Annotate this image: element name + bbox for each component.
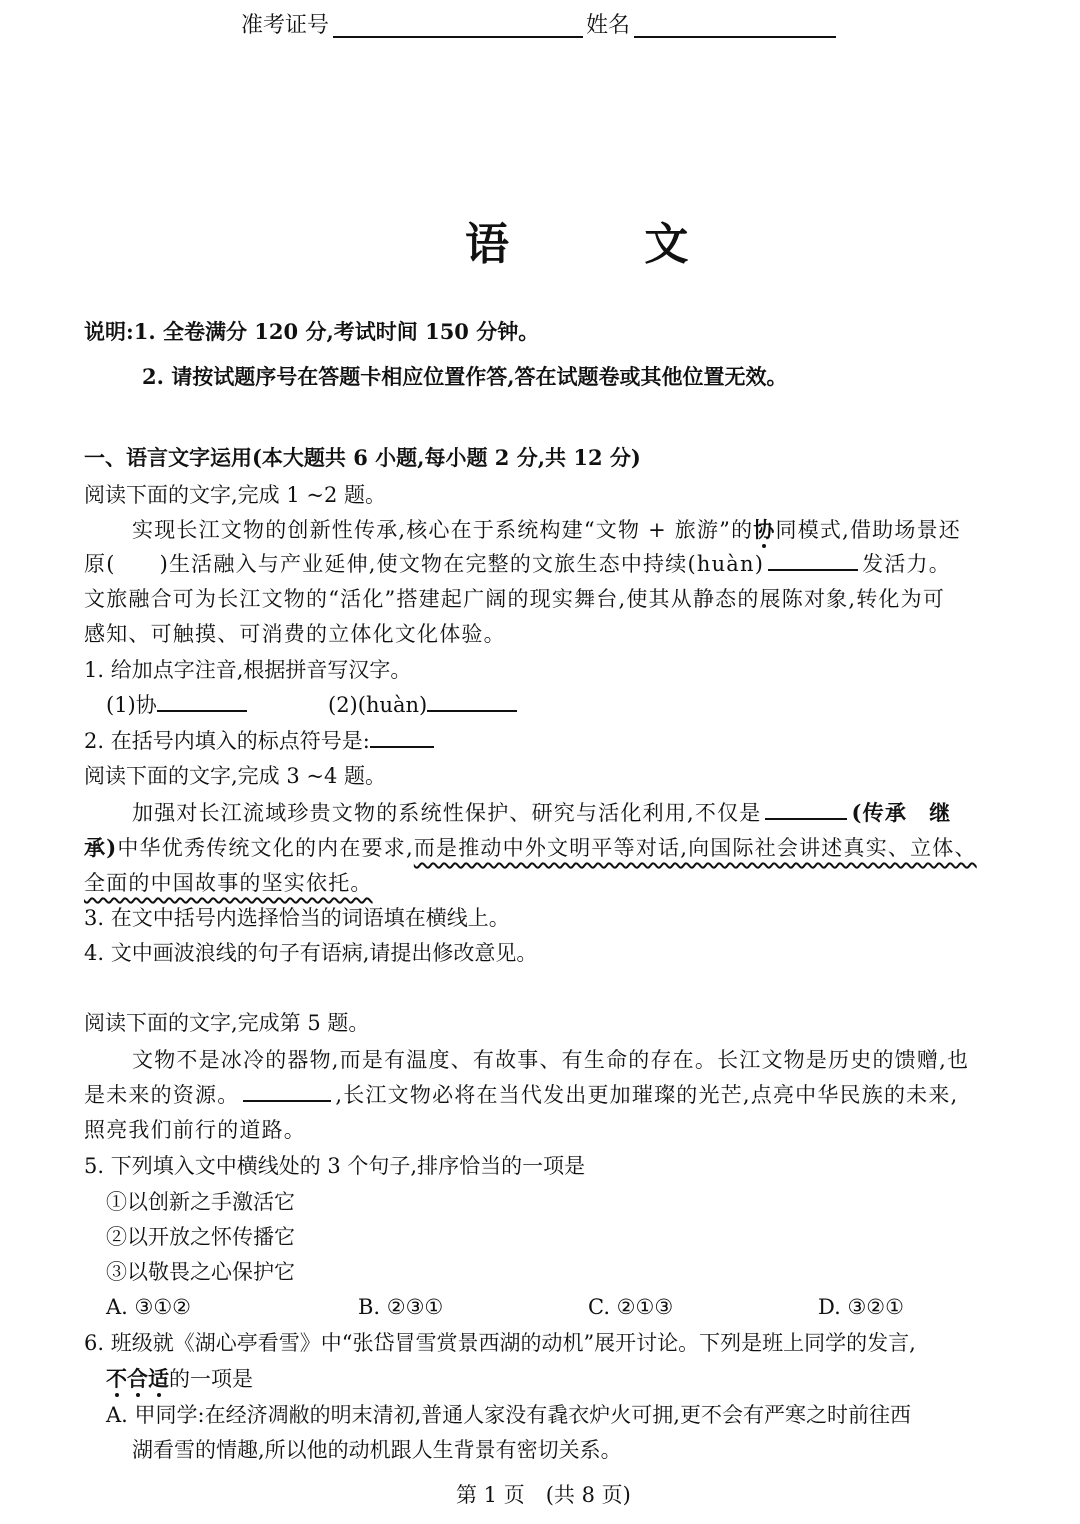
q5-option-a[interactable]: A. ③①② xyxy=(106,1295,191,1319)
passage2-line1: 加强对长江流域珍贵文物的系统性保护、研究与活化利用,不仅是 (传承 继 xyxy=(132,795,951,831)
q6-option-a-line2: 湖看雪的情趣,所以他的动机跟人生背景有密切关系。 xyxy=(132,1438,622,1462)
passage1-line2: 原( )生活融入与产业延伸,使文物在完整的文旅生态中持续(huàn) 发活力。 xyxy=(84,547,951,582)
q5-option-b[interactable]: B. ②③① xyxy=(358,1295,444,1319)
q1-sub1-blank[interactable] xyxy=(157,688,247,712)
instruction-1: 说明:1. 全卷满分 120 分,考试时间 150 分钟。 xyxy=(84,319,540,344)
question-3: 3. 在文中括号内选择恰当的词语填在横线上。 xyxy=(84,906,510,930)
exam-id-label: 准考证号 xyxy=(241,13,330,38)
q5-option-c[interactable]: C. ②①③ xyxy=(588,1295,674,1319)
passage3-line3: 照亮我们前行的道路。 xyxy=(84,1118,306,1142)
passage3-line1: 文物不是冰冷的器物,而是有温度、有故事、有生命的存在。长江文物是历史的馈赠,也 xyxy=(132,1048,970,1072)
question-1: 1. 给加点字注音,根据拼音写汉字。 xyxy=(84,658,412,682)
passage1-line3: 文旅融合可为长江文物的“活化”搭建起广阔的现实舞台,使其从静态的展陈对象,转化为可 xyxy=(84,587,946,611)
q5-option-d[interactable]: D. ③②① xyxy=(818,1295,904,1319)
q2-blank[interactable] xyxy=(370,724,434,748)
name-label: 姓名 xyxy=(586,13,631,38)
q1-sub2-blank[interactable] xyxy=(427,688,517,712)
question-1-sub2: (2)(huàn) xyxy=(328,688,517,723)
passage3-line2: 是未来的资源。 ,长江文物必将在当代发出更加璀璨的光芒,点亮中华民族的未来, xyxy=(84,1078,958,1113)
passage2-line3 xyxy=(84,866,373,901)
page-number: 第 1 页 (共 8 页) xyxy=(456,1483,631,1507)
huan-blank[interactable] xyxy=(768,547,858,571)
section-heading: 一、语言文字运用(本大题共 6 小题,每小题 2 分,共 12 分) xyxy=(84,445,641,470)
question-6-line2: 不合适的一项是 xyxy=(106,1366,253,1391)
reading-instruction-3: 阅读下面的文字,完成第 5 题。 xyxy=(84,1011,370,1035)
question-5: 5. 下列填入文中横线处的 3 个句子,排序恰当的一项是 xyxy=(84,1154,586,1178)
passage2-line2: 承)中华优秀传统文化的内在要求,而是推动中外文明平等对话,向国际社会讲述真实、立体、 xyxy=(84,835,977,860)
passage2-blank[interactable] xyxy=(765,796,847,820)
reading-instruction-1: 阅读下面的文字,完成 1 ~2 题。 xyxy=(84,483,387,507)
passage3-blank[interactable] xyxy=(243,1078,331,1102)
instruction-2: 2. 请按试题序号在答题卡相应位置作答,答在试题卷或其他位置无效。 xyxy=(142,364,788,389)
question-2: 2. 在括号内填入的标点符号是: xyxy=(84,724,434,759)
wavy-sentence-part1: 而是推动中外文明平等对话,向国际社会讲述真实、立体、 xyxy=(413,836,977,860)
page-title: 语 文 xyxy=(465,219,749,270)
name-field[interactable] xyxy=(634,10,836,38)
wavy-sentence-part2: 全面的中国故事的坚实依托。 xyxy=(84,871,373,895)
question-6: 6. 班级就《湖心亭看雪》中“张岱冒雪赏景西湖的动机”展开讨论。下列是班上同学的发言, xyxy=(84,1331,916,1355)
q6-option-a-line1[interactable]: A. 甲同学:在经济凋敝的明末清初,普通人家没有毳衣炉火可拥,更不会有严寒之时前往西 xyxy=(106,1403,911,1427)
passage1-line1: 实现长江文物的创新性传承,核心在于系统构建“文物 + 旅游”的协同模式,借助场景还 xyxy=(132,517,961,542)
passage1-line4: 感知、可触摸、可消费的立体化文化体验。 xyxy=(84,622,506,646)
q5-sentence-1: ①以创新之手激活它 xyxy=(106,1190,295,1214)
q5-sentence-3: ③以敬畏之心保护它 xyxy=(106,1260,295,1284)
exam-id-field[interactable] xyxy=(333,10,583,38)
question-1-sub1: (1)协 xyxy=(106,688,247,723)
reading-instruction-2: 阅读下面的文字,完成 3 ~4 题。 xyxy=(84,764,387,788)
q5-sentence-2: ②以开放之怀传播它 xyxy=(106,1225,295,1249)
question-4: 4. 文中画波浪线的句子有语病,请提出修改意见。 xyxy=(84,941,538,965)
